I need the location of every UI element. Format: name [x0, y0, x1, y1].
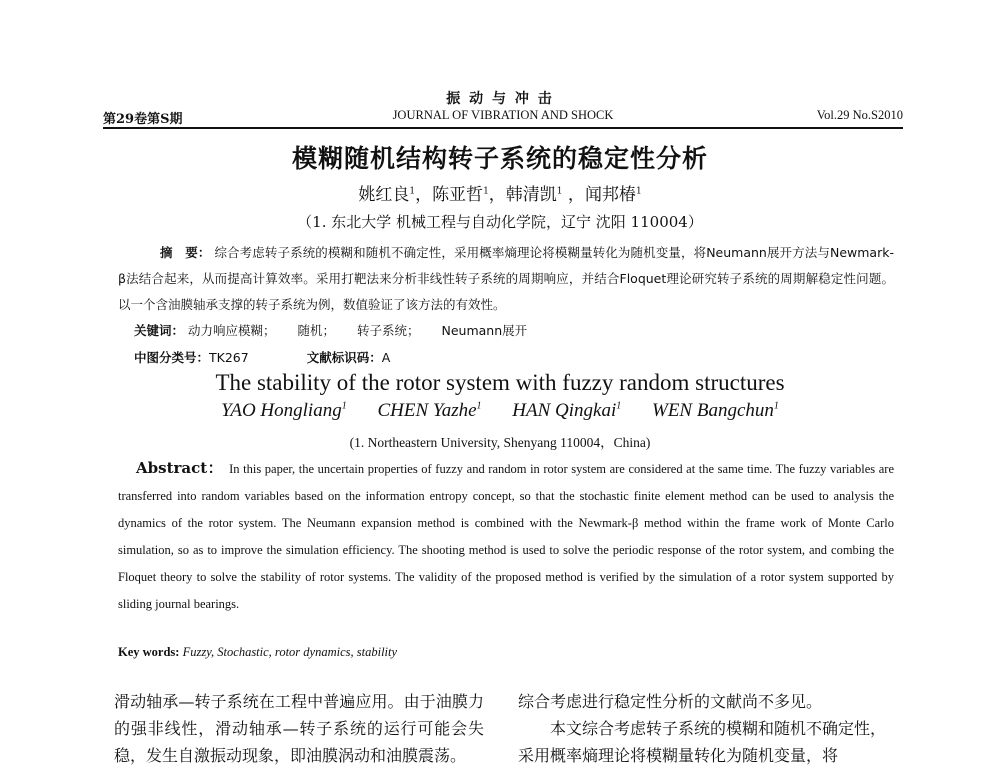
body-paragraph: 滑动轴承—转子系统在工程中普遍应用。由于油膜力的强非线性，滑动轴承—转子系统的运行可能会失稳，发生自激振动现象，即油膜涡动和油膜震荡。 [114, 692, 484, 765]
keywords-cn [134, 321, 545, 339]
keyword-cn: 动力响应模糊； [188, 323, 276, 338]
body-column-right [518, 688, 920, 769]
doc-code-value: A [381, 350, 391, 365]
paper-title-cn: 模糊随机结构转子系统的稳定性分析 [291, 144, 708, 173]
author-sup: 1 [773, 400, 779, 412]
author-en: WEN Bangchun [652, 400, 774, 421]
author-sup: 1 [409, 186, 416, 197]
authors-cn: 姚红良$^1$，陈亚哲$^1$，韩清凯$^1$ ，闻邦椿$^1$ [358, 185, 642, 205]
abstract-en-label: Abstract： [136, 459, 224, 477]
author-cn: 陈亚哲 [432, 185, 484, 205]
author-cn: 闻邦椿 [584, 185, 636, 205]
keyword-cn: Neumann展开 [441, 323, 528, 338]
affiliation-cn: （1. 东北大学 机械工程与自动化学院，辽宁 沈阳 110004） [297, 213, 703, 231]
body-line: 综合考虑进行稳定性分析的文献尚不多见。 [518, 692, 823, 711]
author-sup: 1 [476, 400, 482, 412]
volume-cn: 第29卷第S期 [103, 112, 183, 127]
author-sup: 1 [483, 186, 489, 197]
journal-title-en: JOURNAL OF VIBRATION AND SHOCK [392, 108, 614, 122]
author-cn: 姚红良 [358, 185, 410, 205]
keywords-en [118, 645, 397, 660]
abstract-cn [118, 240, 894, 318]
author-en: YAO Hongliang [221, 400, 342, 421]
affiliation-en: (1. Northeastern University, Shenyang 110004，China) [349, 435, 651, 450]
clc-value: TK267 [209, 350, 249, 365]
body-column-left [82, 688, 484, 769]
author-sup: 1 [341, 400, 347, 412]
keywords-en-text: Fuzzy, Stochastic, rotor dynamics, stability [182, 645, 398, 659]
journal-title-cn: 振 动 与 冲 击 [446, 91, 554, 107]
paper-title-en: The stability of the rotor system with fuzzy random structures [215, 370, 785, 395]
author-sup: 1 [556, 186, 563, 197]
author-sup: 1 [616, 400, 622, 412]
doc-code-label: 文献标识码： [306, 350, 382, 365]
author-en: CHEN Yazhe [377, 400, 477, 421]
abstract-cn-text: 综合考虑转子系统的模糊和随机不确定性，采用概率熵理论将模糊量转化为随机变量，将Neumann展开方法与Newmark-β法结合起来，从而提高计算效率。采用打靶法来分析非线性转子系统的周期响应，并结合Floquet理论研究转子系统的周期解稳定性问题。以一个含油膜轴承支撑的转子系统为例，数值验证了该方法的有效性。 [118, 245, 894, 312]
abstract-cn-label: 摘 要： [160, 245, 211, 260]
author-cn: 韩清凯 [505, 185, 557, 205]
keywords-en-label: Key words: [118, 645, 180, 659]
author-en: HAN Qingkai [512, 400, 617, 421]
clc-label: 中图分类号： [134, 350, 210, 365]
keyword-cn: 转子系统； [357, 323, 420, 338]
classification-cn [134, 348, 390, 366]
abstract-en [118, 455, 894, 618]
header-rule [103, 127, 903, 129]
body-line: 采用概率熵理论将模糊量转化为随机变量，将 [518, 746, 839, 765]
body-line: 本文综合考虑转子系统的模糊和随机不确定性， [550, 719, 887, 738]
authors-en [0, 400, 1000, 422]
keyword-cn: 随机； [297, 323, 336, 338]
keywords-cn-label: 关键词： [134, 323, 185, 338]
volume-en: Vol.29 No.S2010 [816, 108, 903, 122]
author-sup: 1 [635, 186, 642, 197]
abstract-en-text: In this paper, the uncertain properties of fuzzy and random in rotor system are considered at the same time. The fuzzy variables are transferred into random variables based on the information entropy concept, so that the stochastic finite element method can be used to analysis the dynamics of the rotor system. The Neumann expansion method is combined with the Newmark-β method within the frame work of Monte Carlo simulation, so as to improve the simulation efficiency. The shooting method is used to solve the periodic response of the rotor system, and combing the Floquet theory to solve the stability of rotor systems. The validity of the proposed method is verified by the simulation of a rotor system supported by sliding journal bearings. [118, 462, 894, 611]
